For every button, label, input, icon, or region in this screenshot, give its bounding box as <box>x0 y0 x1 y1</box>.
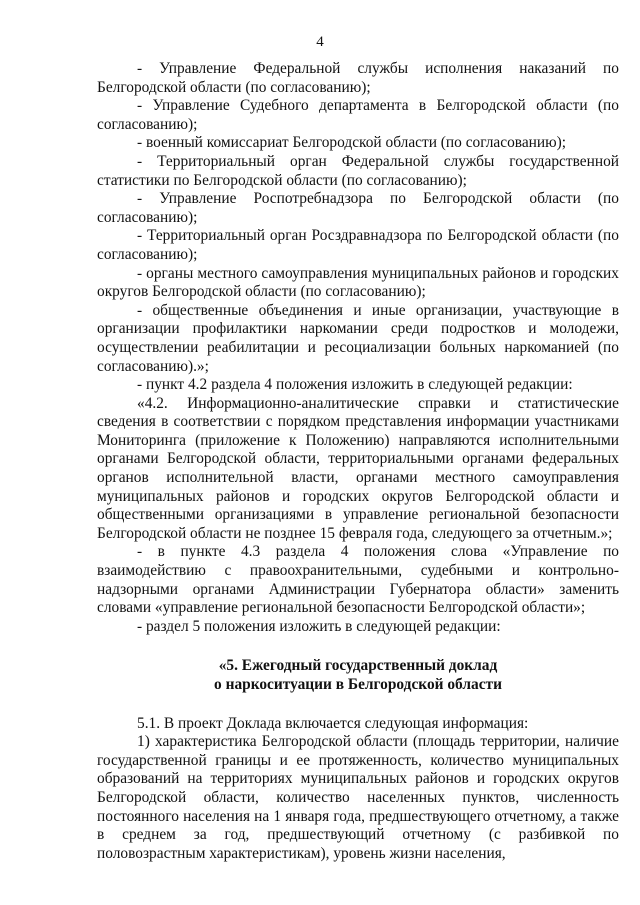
paragraph-fsin: - Управление Федеральной службы исполнения наказаний по Белгородской области (по согласованию); <box>97 60 619 96</box>
paragraph-statistics-body: - Территориальный орган Федеральной службы государственной статистики по Белгородской области (по согласованию); <box>97 152 619 189</box>
paragraph-local-government: - органы местного самоуправления муниципальных районов и городских округов Белгородской области (по согласованию); <box>97 264 619 301</box>
paragraph-roszdravnadzor: - Территориальный орган Росздравнадзора по Белгородской области (по согласованию); <box>97 227 619 263</box>
paragraph-military-commissariat: - военный комиссариат Белгородской области (по согласованию); <box>137 134 567 152</box>
paragraph-rospotrebnadzor: - Управление Роспотребнадзора по Белгородской области (по согласованию); <box>97 190 619 226</box>
paragraph-section-5-intro: - раздел 5 положения изложить в следующей редакции: <box>137 617 501 635</box>
section-heading-line-2: о наркоситуации в Белгородской области <box>214 676 502 693</box>
page-number: 4 <box>316 34 324 50</box>
paragraph-court-department: - Управление Судебного департамента в Белгородской области (по согласованию); <box>97 97 619 133</box>
paragraph-clause-4-2-text: «4.2. Информационно-аналитические справки и статистические сведения в соответствии с порядком представления информации участниками Мониторинга (приложение к Положению) направляются исполнительными органами Белгородской области, территориальными органами федеральных органов исполнительной власти, органами местного самоуправления муниципальных районов и городских округов Белгородской области и общественными организациями в управление региональной безопасности Белгородской области не позднее 15 февраля года, следующего за отчетным.»; <box>97 394 619 542</box>
paragraph-clause-4-2-intro: - пункт 4.2 раздела 4 положения изложить в следующей редакции: <box>137 376 573 394</box>
paragraph-5-1: 5.1. В проект Доклада включается следующая информация: <box>137 714 529 732</box>
document-body <box>97 60 619 863</box>
spacer <box>97 695 619 715</box>
section-heading-line-1: «5. Ежегодный государственный доклад <box>218 657 498 675</box>
spacer <box>97 636 619 657</box>
paragraph-5-1-item-1: 1) характеристика Белгородской области (площадь территории, наличие государственной границы и ее протяженность, количество муниципальных образований на территориях муниципальных районов и городских округов Белгородской области, количество населенных пунктов, численность постоянного населения на 1 января года, предшествующего отчетному, а также в среднем за год, предшествующий отчетному (с разбивкой по половозрастным характеристикам), уровень жизни населения, <box>97 733 619 862</box>
paragraph-clause-4-3: - в пункте 4.3 раздела 4 положения слова «Управление по взаимодействию с правоохранительными, судебными и контрольно-надзорными органами Администрации Губернатора области» заменить словами «управление региональной безопасности Белгородской области»; <box>97 543 619 617</box>
paragraph-public-associations: - общественные объединения и иные организации, участвующие в организации профилактики наркомании среди подростков и молодежи, осуществлении реабилитации и ресоциализации больных наркоманией (по согласованию).»; <box>97 301 619 375</box>
